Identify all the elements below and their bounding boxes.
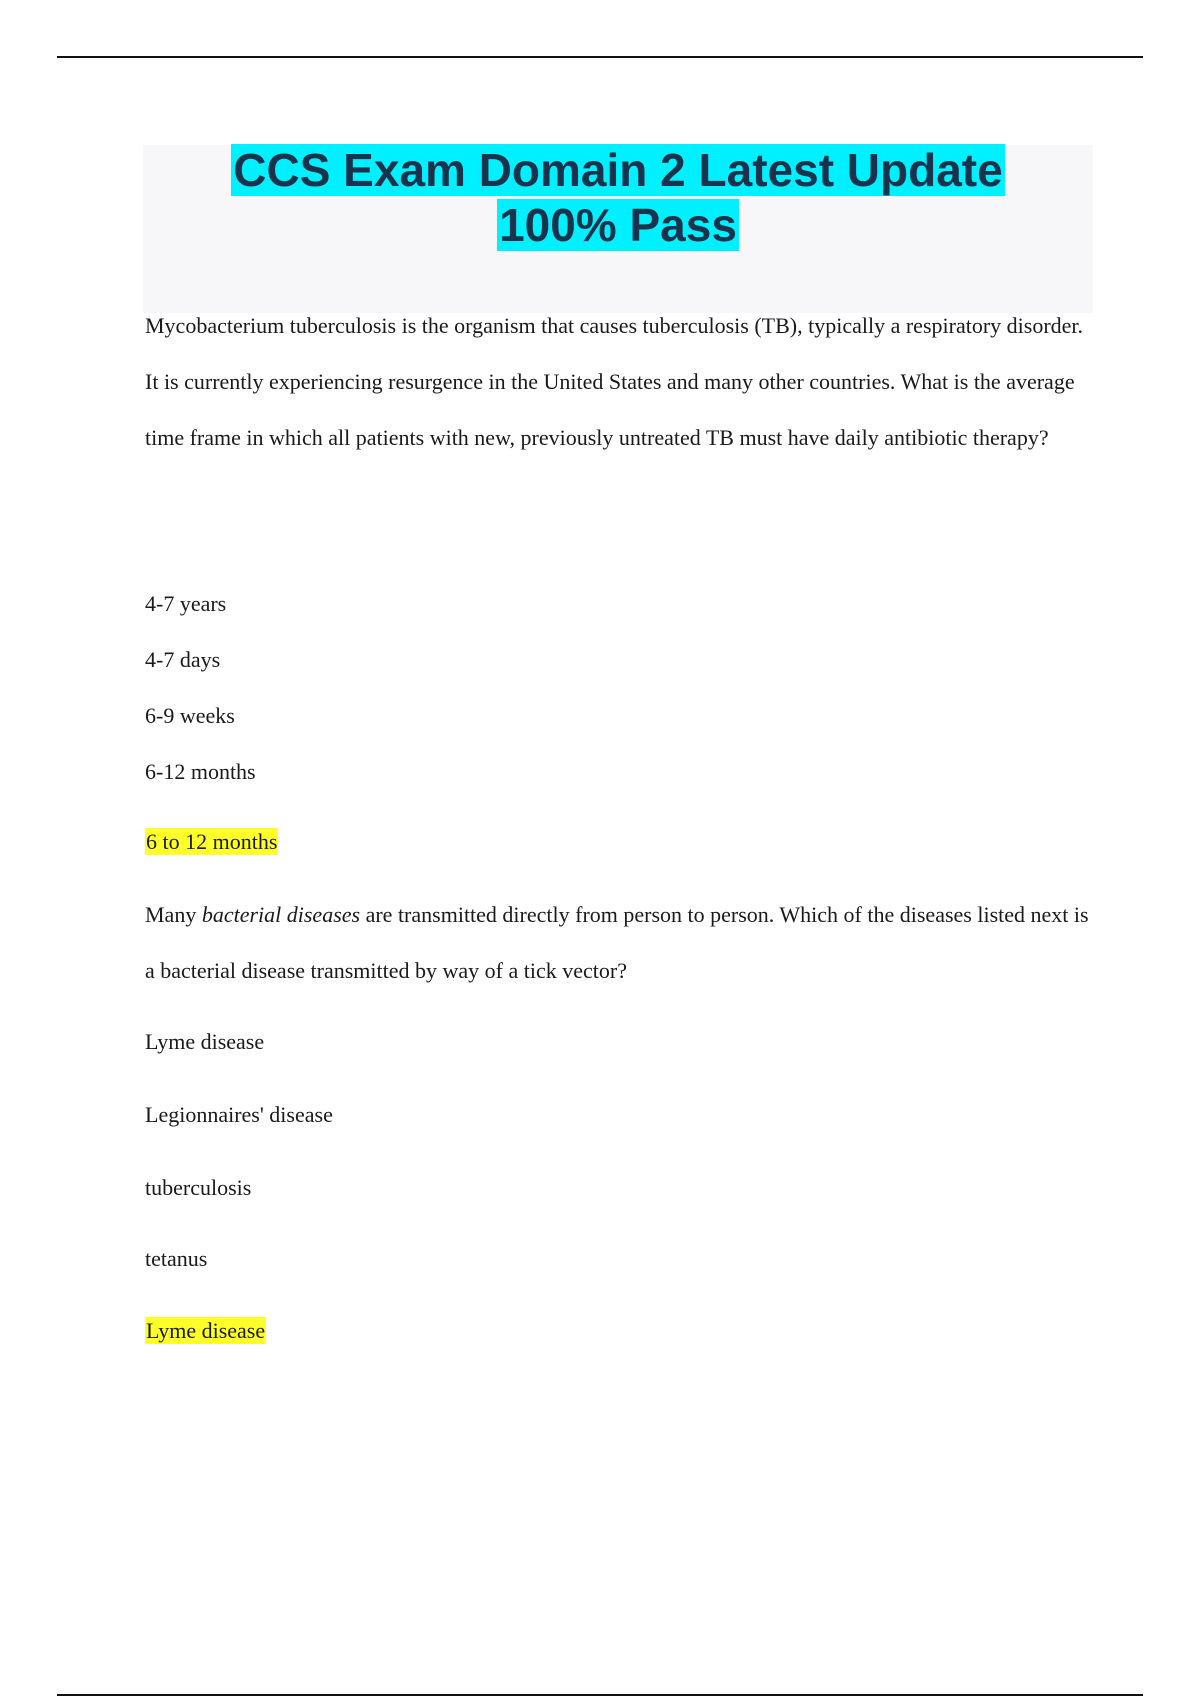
question-1-option-1: 4-7 years [145,591,227,616]
question-2-option-1: Lyme disease [145,1029,265,1054]
question-2-text-start: Many [145,902,202,927]
question-1-answer [145,814,278,870]
answer-highlight: 6 to 12 months [146,829,278,854]
question-1-option-2: 4-7 days [145,647,221,672]
question-1-option-3: 6-9 weeks [145,703,235,728]
title-line-1: CCS Exam Domain 2 Latest Update [233,144,1003,196]
document-title [143,143,1093,253]
question-2-italic-term: bacterial diseases [201,902,361,927]
question-1-option-4: 6-12 months [145,759,256,784]
question-2-option-4: tetanus [145,1246,208,1271]
question-2-text [145,887,1095,999]
question-2-option-2: Legionnaires' disease [145,1102,333,1127]
title-line-2: 100% Pass [499,199,737,251]
header-rule [57,56,1143,58]
question-2-option-3: tuberculosis [145,1175,252,1200]
footer-rule [57,1694,1143,1696]
question-1-text: Mycobacterium tuberculosis is the organism that causes tuberculosis (TB), typically a respiratory disorder. It is currently experiencing resurgence in the United States and many other countries. What is the average time frame in which all patients with new, previously untreated TB must have daily antibiotic therapy? [145,313,1084,450]
question-2-text-end: are transmitted directly from person to person. Which of the diseases listed next is a bacterial disease transmitted by way of a tick vector? [145,902,1089,983]
question-2-answer [145,1303,266,1359]
answer-highlight: Lyme disease [146,1318,266,1343]
